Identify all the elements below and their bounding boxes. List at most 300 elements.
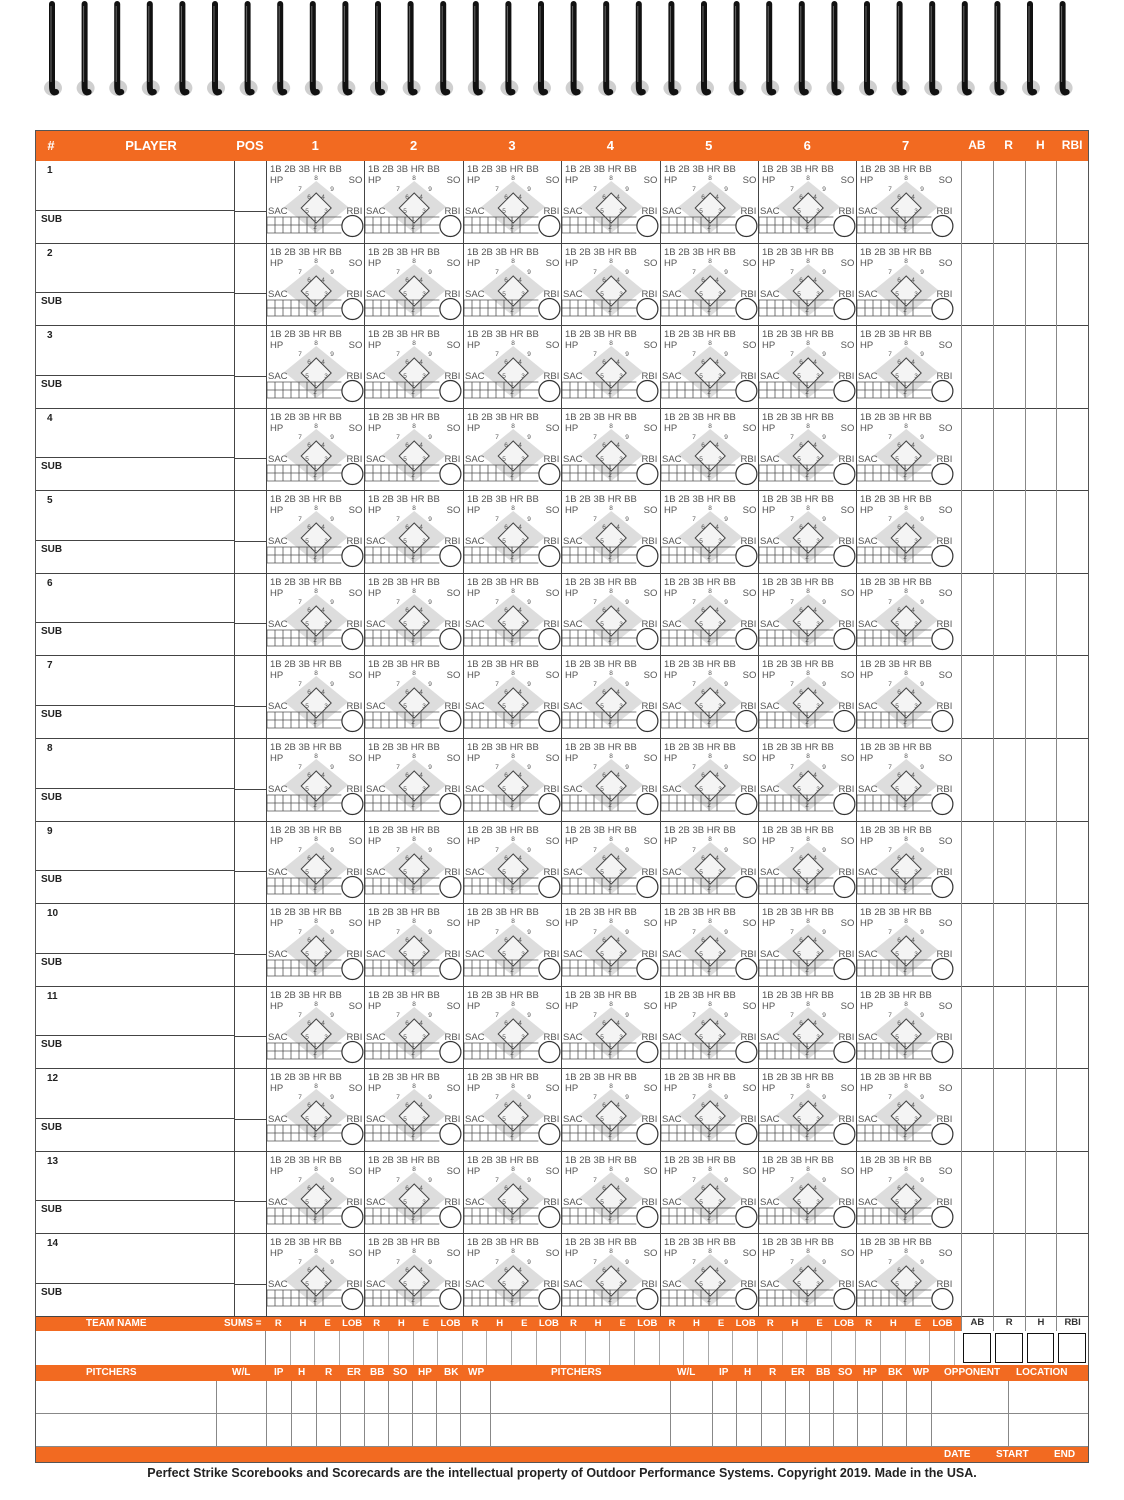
stat-cell[interactable]: [1025, 739, 1057, 822]
scoring-cell[interactable]: [365, 739, 463, 822]
inning-cell[interactable]: [758, 1069, 856, 1152]
inning-cell[interactable]: [266, 1069, 364, 1152]
stat-cell[interactable]: [1025, 1069, 1057, 1152]
inning-cell[interactable]: [660, 326, 758, 409]
out-circle[interactable]: [539, 793, 560, 814]
out-circle[interactable]: [932, 793, 953, 814]
out-circle[interactable]: [834, 546, 855, 567]
pos-field[interactable]: [234, 326, 266, 409]
stat-cell[interactable]: [1056, 739, 1088, 822]
sums-cell[interactable]: [709, 1331, 734, 1365]
out-circle[interactable]: [735, 959, 756, 980]
out-circle[interactable]: [932, 298, 953, 319]
sums-cell[interactable]: [364, 1331, 389, 1365]
inning-cell[interactable]: [758, 987, 856, 1070]
inning-cell[interactable]: [856, 822, 954, 905]
inning-cell[interactable]: [758, 244, 856, 327]
out-circle[interactable]: [637, 463, 658, 484]
out-circle[interactable]: [637, 711, 658, 732]
scoring-cell[interactable]: [759, 244, 857, 327]
scoring-cell[interactable]: [464, 409, 562, 492]
inning-cell[interactable]: [266, 987, 364, 1070]
inning-cell[interactable]: [561, 1069, 659, 1152]
sub-name-field[interactable]: [36, 376, 234, 409]
sums-cell[interactable]: [438, 1331, 463, 1365]
out-circle[interactable]: [440, 1041, 461, 1062]
scoring-cell[interactable]: [857, 739, 955, 822]
out-circle[interactable]: [342, 876, 363, 897]
inning-cell[interactable]: [364, 326, 462, 409]
stat-cell[interactable]: [1056, 409, 1088, 492]
out-circle[interactable]: [342, 546, 363, 567]
out-circle[interactable]: [932, 1289, 953, 1310]
inning-cell[interactable]: [364, 574, 462, 657]
scoring-cell[interactable]: [365, 1152, 463, 1235]
inning-cell[interactable]: [364, 1069, 462, 1152]
pos-field[interactable]: [234, 656, 266, 739]
scoring-cell[interactable]: [464, 656, 562, 739]
out-circle[interactable]: [539, 1206, 560, 1227]
scoring-cell[interactable]: [562, 1069, 660, 1152]
pos-field[interactable]: [234, 822, 266, 905]
out-circle[interactable]: [637, 1289, 658, 1310]
out-circle[interactable]: [440, 546, 461, 567]
sums-cell[interactable]: [610, 1331, 635, 1365]
scoring-cell[interactable]: [365, 987, 463, 1070]
pos-field[interactable]: [234, 409, 266, 492]
scoring-cell[interactable]: [464, 574, 562, 657]
inning-cell[interactable]: [561, 1234, 659, 1317]
scoring-cell[interactable]: [759, 491, 857, 574]
inning-cell[interactable]: [660, 739, 758, 822]
scoring-cell[interactable]: [464, 326, 562, 409]
inning-cell[interactable]: [660, 1152, 758, 1235]
out-circle[interactable]: [637, 1124, 658, 1145]
scoring-cell[interactable]: [464, 904, 562, 987]
out-circle[interactable]: [342, 463, 363, 484]
out-circle[interactable]: [834, 628, 855, 649]
stat-cell[interactable]: [1056, 244, 1088, 327]
sums-cell[interactable]: [340, 1331, 365, 1365]
scoring-cell[interactable]: [857, 326, 955, 409]
pitcher-name-field[interactable]: [490, 1381, 670, 1414]
inning-cell[interactable]: [660, 656, 758, 739]
out-circle[interactable]: [735, 711, 756, 732]
out-circle[interactable]: [735, 546, 756, 567]
player-name-field[interactable]: [36, 244, 234, 294]
out-circle[interactable]: [539, 628, 560, 649]
inning-cell[interactable]: [463, 161, 561, 244]
scoring-cell[interactable]: [562, 904, 660, 987]
scoring-cell[interactable]: [365, 326, 463, 409]
stat-cell[interactable]: [1056, 1069, 1088, 1152]
player-name-field[interactable]: [36, 409, 234, 459]
out-circle[interactable]: [932, 876, 953, 897]
out-circle[interactable]: [932, 463, 953, 484]
out-circle[interactable]: [440, 711, 461, 732]
inning-cell[interactable]: [660, 822, 758, 905]
scoring-cell[interactable]: [562, 822, 660, 905]
pos-field[interactable]: [234, 904, 266, 987]
scoring-cell[interactable]: [661, 1152, 759, 1235]
inning-cell[interactable]: [266, 574, 364, 657]
pos-field[interactable]: [234, 161, 266, 244]
inning-cell[interactable]: [364, 987, 462, 1070]
inning-cell[interactable]: [856, 987, 954, 1070]
stat-cell[interactable]: [1025, 409, 1057, 492]
pos-field[interactable]: [234, 1069, 266, 1152]
player-name-field[interactable]: [36, 161, 234, 211]
stat-cell[interactable]: [1056, 656, 1088, 739]
sums-cell[interactable]: [758, 1331, 783, 1365]
inning-cell[interactable]: [364, 161, 462, 244]
out-circle[interactable]: [440, 381, 461, 402]
scoring-cell[interactable]: [857, 904, 955, 987]
scoring-cell[interactable]: [562, 491, 660, 574]
inning-cell[interactable]: [266, 1234, 364, 1317]
sums-cell[interactable]: [660, 1331, 685, 1365]
scoring-cell[interactable]: [857, 1069, 955, 1152]
inning-cell[interactable]: [463, 1234, 561, 1317]
out-circle[interactable]: [342, 216, 363, 237]
inning-cell[interactable]: [463, 987, 561, 1070]
stat-cell[interactable]: [1025, 656, 1057, 739]
inning-cell[interactable]: [758, 409, 856, 492]
scoring-cell[interactable]: [562, 987, 660, 1070]
sums-cell[interactable]: [561, 1331, 586, 1365]
scoring-cell[interactable]: [267, 409, 365, 492]
inning-cell[interactable]: [758, 574, 856, 657]
scoring-cell[interactable]: [365, 1234, 463, 1317]
scoring-cell[interactable]: [759, 1234, 857, 1317]
stat-cell[interactable]: [961, 1069, 993, 1152]
sub-name-field[interactable]: [36, 623, 234, 656]
scoring-cell[interactable]: [759, 1152, 857, 1235]
stat-cell[interactable]: [961, 574, 993, 657]
out-circle[interactable]: [342, 793, 363, 814]
total-stat-box[interactable]: [1058, 1333, 1086, 1363]
out-circle[interactable]: [342, 628, 363, 649]
stat-cell[interactable]: [993, 1152, 1025, 1235]
out-circle[interactable]: [932, 628, 953, 649]
scoring-cell[interactable]: [267, 656, 365, 739]
scoring-cell[interactable]: [661, 1234, 759, 1317]
scoring-cell[interactable]: [759, 161, 857, 244]
stat-cell[interactable]: [993, 574, 1025, 657]
stat-cell[interactable]: [993, 244, 1025, 327]
inning-cell[interactable]: [463, 326, 561, 409]
out-circle[interactable]: [834, 1041, 855, 1062]
scoring-cell[interactable]: [661, 491, 759, 574]
player-name-field[interactable]: [36, 987, 234, 1037]
scoring-cell[interactable]: [759, 739, 857, 822]
scoring-cell[interactable]: [267, 491, 365, 574]
scoring-cell[interactable]: [464, 244, 562, 327]
inning-cell[interactable]: [856, 326, 954, 409]
inning-cell[interactable]: [463, 491, 561, 574]
inning-cell[interactable]: [856, 409, 954, 492]
out-circle[interactable]: [735, 216, 756, 237]
player-name-field[interactable]: [36, 574, 234, 624]
out-circle[interactable]: [735, 298, 756, 319]
scoring-cell[interactable]: [464, 1152, 562, 1235]
inning-cell[interactable]: [561, 822, 659, 905]
out-circle[interactable]: [440, 793, 461, 814]
sums-cell[interactable]: [832, 1331, 857, 1365]
inning-cell[interactable]: [758, 1234, 856, 1317]
out-circle[interactable]: [932, 381, 953, 402]
stat-cell[interactable]: [961, 987, 993, 1070]
inning-cell[interactable]: [463, 244, 561, 327]
inning-cell[interactable]: [463, 739, 561, 822]
player-name-field[interactable]: [36, 739, 234, 789]
sums-cell[interactable]: [414, 1331, 439, 1365]
sums-cell[interactable]: [881, 1331, 906, 1365]
inning-cell[interactable]: [856, 656, 954, 739]
out-circle[interactable]: [735, 628, 756, 649]
stat-cell[interactable]: [993, 987, 1025, 1070]
out-circle[interactable]: [342, 1041, 363, 1062]
scoring-cell[interactable]: [661, 904, 759, 987]
scoring-cell[interactable]: [267, 161, 365, 244]
out-circle[interactable]: [932, 1124, 953, 1145]
scoring-cell[interactable]: [464, 491, 562, 574]
scoring-cell[interactable]: [464, 822, 562, 905]
stat-cell[interactable]: [1056, 326, 1088, 409]
sums-cell[interactable]: [807, 1331, 832, 1365]
out-circle[interactable]: [637, 876, 658, 897]
scoring-cell[interactable]: [365, 491, 463, 574]
out-circle[interactable]: [539, 1041, 560, 1062]
out-circle[interactable]: [834, 216, 855, 237]
out-circle[interactable]: [834, 793, 855, 814]
inning-cell[interactable]: [660, 1069, 758, 1152]
stat-cell[interactable]: [993, 326, 1025, 409]
scoring-cell[interactable]: [562, 161, 660, 244]
inning-cell[interactable]: [561, 656, 659, 739]
scoring-cell[interactable]: [759, 904, 857, 987]
sub-name-field[interactable]: [36, 789, 234, 822]
out-circle[interactable]: [539, 216, 560, 237]
out-circle[interactable]: [735, 1289, 756, 1310]
stat-cell[interactable]: [993, 491, 1025, 574]
scoring-cell[interactable]: [267, 987, 365, 1070]
scoring-cell[interactable]: [562, 739, 660, 822]
stat-cell[interactable]: [993, 904, 1025, 987]
out-circle[interactable]: [637, 793, 658, 814]
scoring-cell[interactable]: [759, 409, 857, 492]
player-name-field[interactable]: [36, 656, 234, 706]
scoring-cell[interactable]: [661, 987, 759, 1070]
pitcher-name-field[interactable]: [490, 1414, 670, 1447]
scoring-cell[interactable]: [562, 656, 660, 739]
out-circle[interactable]: [834, 876, 855, 897]
out-circle[interactable]: [637, 298, 658, 319]
sums-cell[interactable]: [586, 1331, 611, 1365]
inning-cell[interactable]: [463, 822, 561, 905]
sums-cell[interactable]: [389, 1331, 414, 1365]
player-name-field[interactable]: [36, 326, 234, 376]
inning-cell[interactable]: [463, 904, 561, 987]
stat-cell[interactable]: [993, 739, 1025, 822]
scoring-cell[interactable]: [562, 574, 660, 657]
inning-cell[interactable]: [561, 491, 659, 574]
sums-cell[interactable]: [635, 1331, 660, 1365]
player-name-field[interactable]: [36, 491, 234, 541]
scoring-cell[interactable]: [464, 1234, 562, 1317]
pitcher-name-field[interactable]: [36, 1381, 216, 1414]
out-circle[interactable]: [539, 546, 560, 567]
player-name-field[interactable]: [36, 1069, 234, 1119]
pitcher-name-field[interactable]: [36, 1414, 216, 1447]
out-circle[interactable]: [440, 298, 461, 319]
pos-field[interactable]: [234, 244, 266, 327]
stat-cell[interactable]: [961, 1152, 993, 1235]
stat-cell[interactable]: [961, 491, 993, 574]
out-circle[interactable]: [637, 959, 658, 980]
out-circle[interactable]: [834, 381, 855, 402]
out-circle[interactable]: [932, 1041, 953, 1062]
scoring-cell[interactable]: [857, 409, 955, 492]
sub-name-field[interactable]: [36, 1201, 234, 1234]
out-circle[interactable]: [735, 876, 756, 897]
scoring-cell[interactable]: [365, 574, 463, 657]
player-name-field[interactable]: [36, 822, 234, 872]
scoring-cell[interactable]: [857, 161, 955, 244]
out-circle[interactable]: [735, 463, 756, 484]
inning-cell[interactable]: [266, 326, 364, 409]
inning-cell[interactable]: [266, 656, 364, 739]
inning-cell[interactable]: [660, 409, 758, 492]
inning-cell[interactable]: [856, 739, 954, 822]
inning-cell[interactable]: [364, 1152, 462, 1235]
sub-name-field[interactable]: [36, 706, 234, 739]
stat-cell[interactable]: [961, 244, 993, 327]
inning-cell[interactable]: [266, 1152, 364, 1235]
scoring-cell[interactable]: [267, 822, 365, 905]
out-circle[interactable]: [342, 298, 363, 319]
out-circle[interactable]: [932, 216, 953, 237]
inning-cell[interactable]: [758, 1152, 856, 1235]
inning-cell[interactable]: [364, 409, 462, 492]
sub-name-field[interactable]: [36, 293, 234, 326]
stat-cell[interactable]: [1025, 574, 1057, 657]
out-circle[interactable]: [932, 959, 953, 980]
stat-cell[interactable]: [1025, 491, 1057, 574]
stat-cell[interactable]: [1025, 1234, 1057, 1317]
stat-cell[interactable]: [961, 409, 993, 492]
scoring-cell[interactable]: [857, 987, 955, 1070]
stat-cell[interactable]: [961, 904, 993, 987]
inning-cell[interactable]: [561, 574, 659, 657]
out-circle[interactable]: [834, 959, 855, 980]
inning-cell[interactable]: [660, 987, 758, 1070]
stat-cell[interactable]: [1025, 822, 1057, 905]
inning-cell[interactable]: [856, 244, 954, 327]
stat-cell[interactable]: [1025, 1152, 1057, 1235]
stat-cell[interactable]: [1056, 491, 1088, 574]
pos-field[interactable]: [234, 574, 266, 657]
inning-cell[interactable]: [463, 656, 561, 739]
out-circle[interactable]: [834, 1206, 855, 1227]
stat-cell[interactable]: [1056, 1152, 1088, 1235]
scoring-cell[interactable]: [267, 904, 365, 987]
inning-cell[interactable]: [364, 656, 462, 739]
out-circle[interactable]: [539, 298, 560, 319]
sums-cell[interactable]: [266, 1331, 291, 1365]
out-circle[interactable]: [440, 216, 461, 237]
out-circle[interactable]: [932, 711, 953, 732]
scoring-cell[interactable]: [464, 1069, 562, 1152]
out-circle[interactable]: [539, 876, 560, 897]
out-circle[interactable]: [637, 1041, 658, 1062]
out-circle[interactable]: [342, 711, 363, 732]
out-circle[interactable]: [834, 711, 855, 732]
scoring-cell[interactable]: [562, 326, 660, 409]
scoring-cell[interactable]: [365, 161, 463, 244]
scoring-cell[interactable]: [365, 822, 463, 905]
total-stat-box[interactable]: [963, 1333, 991, 1363]
scoring-cell[interactable]: [857, 574, 955, 657]
scoring-cell[interactable]: [857, 1234, 955, 1317]
out-circle[interactable]: [342, 381, 363, 402]
stat-cell[interactable]: [961, 161, 993, 244]
inning-cell[interactable]: [758, 822, 856, 905]
stat-cell[interactable]: [1025, 161, 1057, 244]
pos-field[interactable]: [234, 1234, 266, 1317]
scoring-cell[interactable]: [267, 1234, 365, 1317]
stat-cell[interactable]: [993, 409, 1025, 492]
inning-cell[interactable]: [266, 244, 364, 327]
pos-field[interactable]: [234, 1152, 266, 1235]
scoring-cell[interactable]: [464, 739, 562, 822]
scoring-cell[interactable]: [661, 409, 759, 492]
sums-cell[interactable]: [487, 1331, 512, 1365]
scoring-cell[interactable]: [365, 656, 463, 739]
sub-name-field[interactable]: [36, 541, 234, 574]
inning-cell[interactable]: [660, 904, 758, 987]
out-circle[interactable]: [637, 546, 658, 567]
out-circle[interactable]: [637, 381, 658, 402]
sums-cell[interactable]: [906, 1331, 931, 1365]
stat-cell[interactable]: [1025, 987, 1057, 1070]
sums-cell[interactable]: [537, 1331, 562, 1365]
out-circle[interactable]: [539, 1289, 560, 1310]
scoring-cell[interactable]: [562, 1152, 660, 1235]
player-name-field[interactable]: [36, 1234, 234, 1284]
inning-cell[interactable]: [856, 491, 954, 574]
out-circle[interactable]: [637, 628, 658, 649]
inning-cell[interactable]: [856, 574, 954, 657]
scoring-cell[interactable]: [857, 491, 955, 574]
inning-cell[interactable]: [364, 904, 462, 987]
inning-cell[interactable]: [561, 904, 659, 987]
scoring-cell[interactable]: [759, 822, 857, 905]
scoring-cell[interactable]: [661, 161, 759, 244]
stat-cell[interactable]: [961, 739, 993, 822]
sub-name-field[interactable]: [36, 1284, 234, 1317]
inning-cell[interactable]: [561, 409, 659, 492]
stat-cell[interactable]: [993, 656, 1025, 739]
scoring-cell[interactable]: [562, 1234, 660, 1317]
stat-cell[interactable]: [993, 161, 1025, 244]
scoring-cell[interactable]: [365, 409, 463, 492]
scoring-cell[interactable]: [267, 574, 365, 657]
inning-cell[interactable]: [266, 491, 364, 574]
stat-cell[interactable]: [1025, 326, 1057, 409]
out-circle[interactable]: [834, 1124, 855, 1145]
inning-cell[interactable]: [856, 1234, 954, 1317]
